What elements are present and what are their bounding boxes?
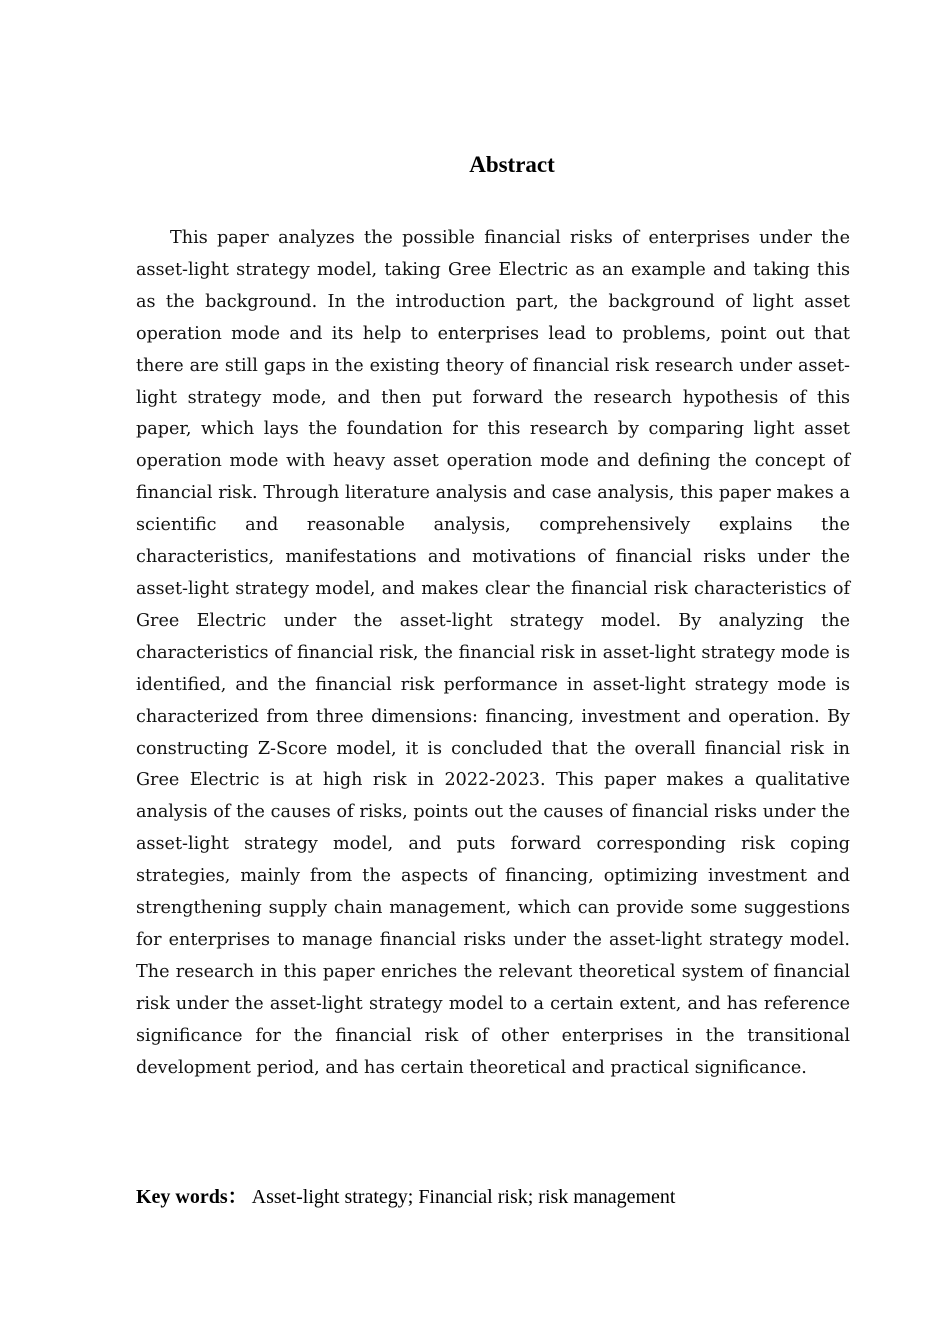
keywords-label: Key words <box>136 1186 228 1208</box>
abstract-body-paragraph: This paper analyzes the possible financial risks of enterprises under the asset-light strategy model, taking Gree Electric as an example and taking this as the background. In the introduction part, the background of light asset operation mode and its help to enterprises lead to problems, point out that there are still gaps in the existing theory of financial risk research under asset-light strategy mode, and then put forward the research hypothesis of this paper, which lays the foundation for this research by comparing light asset operation mode with heavy asset operation mode and defining the concept of financial risk. Through literature analysis and case analysis, this paper makes a scientific and reasonable analysis, comprehensively explains the characteristics, manifestations and motivations of financial risks under the asset-light strategy model, and makes clear the financial risk characteristics of Gree Electric under the asset-light strategy model. By analyzing the characteristics of financial risk, the financial risk in asset-light strategy mode is identified, and the financial risk performance in asset-light strategy mode is characterized from three dimensions: financing, investment and operation. By constructing Z-Score model, it is concluded that the overall financial risk in Gree Electric is at high risk in 2022-2023. This paper makes a qualitative analysis of the causes of risks, points out the causes of financial risks under the asset-light strategy model, and puts forward corresponding risk coping strategies, mainly from the aspects of financing, optimizing investment and strengthening supply chain management, which can provide some suggestions for enterprises to manage financial risks under the asset-light strategy model. The research in this paper enriches the relevant theoretical system of financial risk under the asset-light strategy model to a certain extent, and has reference significance for the financial risk of other enterprises in the transitional development period, and has certain theoretical and practical significance. <box>136 228 850 1078</box>
abstract-heading: Abstract <box>469 152 555 177</box>
keywords-line <box>136 1182 850 1212</box>
keywords-separator: ： <box>227 1186 248 1208</box>
keywords-text: Asset-light strategy; Financial risk; risk management <box>251 1186 676 1208</box>
